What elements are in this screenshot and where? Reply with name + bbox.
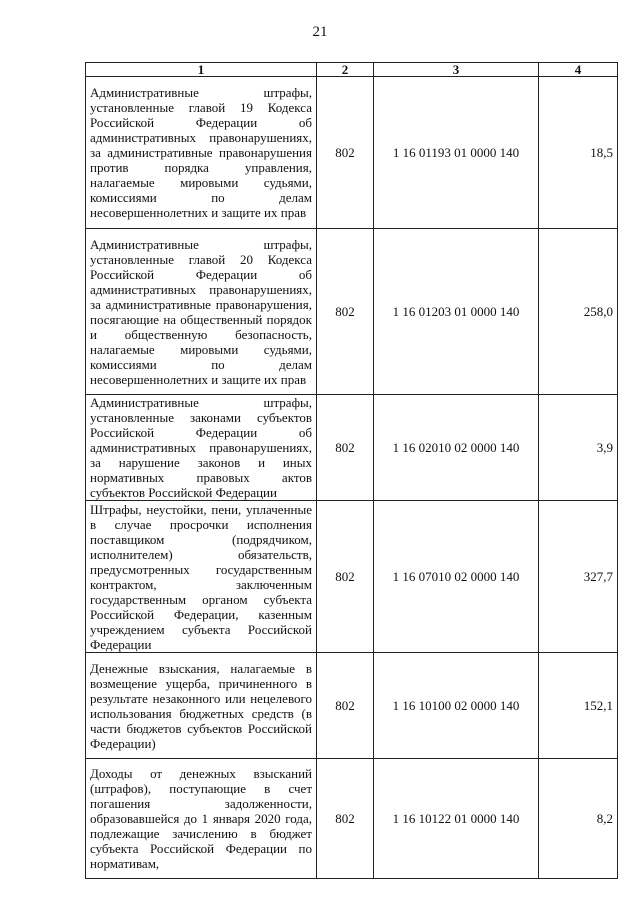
row-amount: 327,7 <box>539 501 618 653</box>
row-budget-code: 1 16 07010 02 0000 140 <box>374 501 539 653</box>
table-row <box>86 653 618 759</box>
row-name: Административные штрафы, установленные главой 19 Кодекса Российской Федерации об административных правонарушениях, за административные правонарушения против порядка управления, налагаемые мировыми судьями, комиссиями по делам несовершеннолетних и защите их прав <box>86 77 317 229</box>
row-budget-code: 1 16 02010 02 0000 140 <box>374 395 539 501</box>
row-name: Доходы от денежных взысканий (штрафов), поступающие в счет погашения задолженности, образовавшейся до 1 января 2020 года, подлежащие зачислению в бюджет субъекта Российской Федерации по нормативам, <box>86 759 317 879</box>
header-col-1: 1 <box>86 63 317 77</box>
table-row <box>86 759 618 879</box>
row-name: Административные штрафы, установленные законами субъектов Российской Федерации об административных правонарушениях, за нарушение законов и иных нормативных правовых актов субъектов Российской Федерации <box>86 395 317 501</box>
row-grbs-code: 802 <box>317 77 374 229</box>
row-grbs-code: 802 <box>317 501 374 653</box>
row-grbs-code: 802 <box>317 759 374 879</box>
page-number: 21 <box>312 24 328 40</box>
row-amount: 18,5 <box>539 77 618 229</box>
header-col-4: 4 <box>539 63 618 77</box>
row-name: Денежные взыскания, налагаемые в возмещение ущерба, причиненного в результате незаконного или нецелевого использования бюджетных средств (в части бюджетов субъектов Российской Федерации) <box>86 653 317 759</box>
row-amount: 258,0 <box>539 229 618 395</box>
row-amount: 8,2 <box>539 759 618 879</box>
row-budget-code: 1 16 01193 01 0000 140 <box>374 77 539 229</box>
row-name: Административные штрафы, установленные главой 20 Кодекса Российской Федерации об административных правонарушениях, за административные правонарушения, посягающие на общественный порядок и общественную безопасность, налагаемые мировыми судьями, комиссиями по делам несовершеннолетних и защите их прав <box>86 229 317 395</box>
row-name: Штрафы, неустойки, пени, уплаченные в случае просрочки исполнения поставщиком (подрядчиком, исполнителем) обязательств, предусмотренных государственным контрактом, заключенным государственным органом субъекта Российской Федерации, казенным учреждением субъекта Российской Федерации <box>86 501 317 653</box>
row-grbs-code: 802 <box>317 395 374 501</box>
header-col-3: 3 <box>374 63 539 77</box>
row-budget-code: 1 16 10122 01 0000 140 <box>374 759 539 879</box>
row-budget-code: 1 16 01203 01 0000 140 <box>374 229 539 395</box>
table-row <box>86 395 618 501</box>
header-col-2: 2 <box>317 63 374 77</box>
table-row <box>86 77 618 229</box>
revenue-table <box>85 62 618 879</box>
table-header-row <box>86 63 618 77</box>
row-grbs-code: 802 <box>317 653 374 759</box>
row-amount: 152,1 <box>539 653 618 759</box>
row-grbs-code: 802 <box>317 229 374 395</box>
table-row <box>86 501 618 653</box>
table-row <box>86 229 618 395</box>
row-budget-code: 1 16 10100 02 0000 140 <box>374 653 539 759</box>
row-amount: 3,9 <box>539 395 618 501</box>
